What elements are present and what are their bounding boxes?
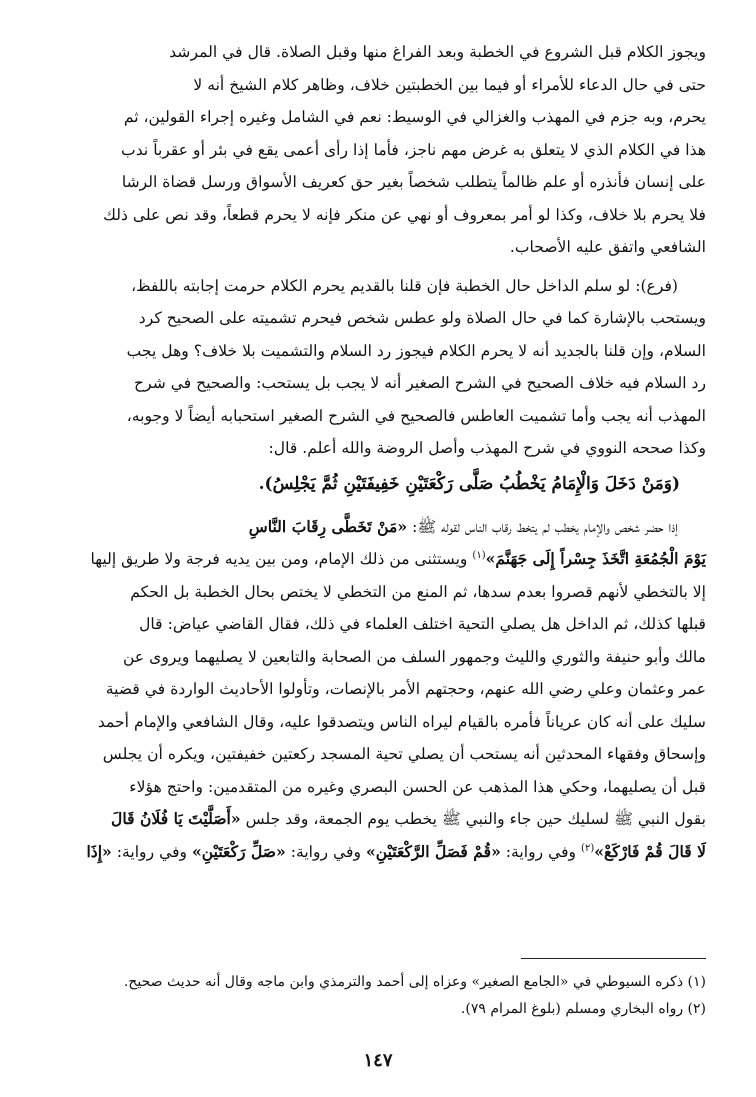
text-line: إلا بالتخطي لأنهم قصروا بعدم سدها، ثم المنع من التخطي لا يختص بحال الخطبة بل الحكم bbox=[130, 582, 706, 601]
footnotes bbox=[46, 958, 706, 1023]
hadith-quote: «مَنْ تَخَطَّى رِقَابَ النَّاسِ bbox=[248, 516, 408, 536]
page-body bbox=[46, 36, 706, 868]
text-line: عمر وعثمان وعلي رضي الله عنهم، وحجتهم الأمر بالإنصات، وتأولوا الأحاديث الواردة في قضية bbox=[105, 680, 706, 698]
text-line: الشافعي واتفق عليه الأصحاب. bbox=[509, 238, 706, 256]
line-text: وفي رواية: bbox=[285, 842, 366, 861]
text-line: حتى في حال الدعاء للأمراء أو فيما بين الخطبتين خلاف، وظاهر كلام الشيخ أنه لا bbox=[193, 75, 706, 94]
text-line: وإسحاق وفقهاء المحدثين أنه يستحب أن يصلي تحية المسجد ركعتين خفيفتين، ويكره أن يجلس bbox=[102, 745, 706, 763]
paragraph-commentary bbox=[46, 511, 706, 869]
text-line: السلام، وإن قلنا بالجديد أنه لا يحرم الكلام فيجوز رد السلام والتشميت بلا خلاف؟ وهل يجب bbox=[126, 341, 706, 360]
text-line bbox=[46, 511, 706, 544]
footnote: (٢) رواه البخاري ومسلم (بلوغ المرام ٧٩). bbox=[460, 1001, 706, 1017]
footnote: (١) ذكره السيوطي في «الجامع الصغير» وعزاه إلى أحمد والترمذي وابن ماجه وقال أنه حديث صحيح. bbox=[123, 974, 706, 990]
paragraph-1 bbox=[46, 36, 706, 264]
line-text: إذا حضر شخص والإمام يخطب لم يتخط رقاب الناس لقوله ﷺ: bbox=[407, 517, 678, 536]
text-line bbox=[46, 543, 706, 576]
hadith-quote: «قُمْ فَصَلِّ الرَّكْعَتَيْنِ» bbox=[365, 841, 501, 861]
paragraph-far bbox=[46, 270, 706, 465]
text-line: على إنسان فأنذره أو علم ظالماً يتطلب شخصاً بغير حق كعريف الأسواق ورسل قضاة الرشا bbox=[121, 173, 706, 191]
hadith-quote: لَا قَالَ قُمْ فَارْكَعْ» bbox=[594, 841, 706, 861]
text-line: مالك وأبو حنيفة والثوري والليث وجمهور السلف من الصحابة والتابعين لا يصليهما ويروى عن bbox=[123, 647, 706, 666]
text-line: ويستحب بالإشارة كما في حال الصلاة ولو عطس شخص فيحرم تشميته على الصحيح كرد bbox=[138, 309, 706, 327]
text-line: يحرم، وبه جزم في المهذب والغزالي في الوسيط: نعم في الشامل وغيره إجراء القولين، ثم bbox=[123, 108, 706, 126]
line-text: ويستثنى من ذلك الإمام، ومن بين يديه فرجة ولا طريق إليها bbox=[90, 550, 473, 568]
footnote-ref: (١) bbox=[472, 549, 486, 561]
hadith-quote: «صَلِّ رَكْعَتَيْنِ» bbox=[192, 841, 286, 861]
hadith-quote: «إِذَا bbox=[86, 841, 112, 861]
hadith-quote: يَوْمَ الْجُمُعَةِ اتَّخَذَ جِسْراً إِلَى جَهَنَّمَ» bbox=[485, 549, 706, 568]
text-line: فلا يحرم بلا خلاف، وكذا لو أمر بمعروف أو نهي عن منكر فإنه لا يحرم قطعاً، وقد نص على ذلك bbox=[103, 205, 706, 224]
line-text: بقول النبي ﷺ لسليك حين جاء والنبي ﷺ يخطب يوم الجمعة، وقد جلس bbox=[240, 810, 706, 828]
text-line bbox=[46, 803, 706, 836]
text-line bbox=[46, 836, 706, 869]
page-number: ١٤٧ bbox=[363, 1050, 393, 1071]
text-line: وكذا صححه النووي في شرح المهذب وأصل الروضة والله أعلم. قال: bbox=[268, 439, 706, 457]
text-line: قبلها كذلك، ثم الداخل هل يصلي التحية اختلف العلماء في ذلك، فقال القاضي عياض: قال bbox=[139, 615, 706, 633]
line-text: وفي رواية: bbox=[500, 842, 582, 861]
text-line: سليك على أنه كان عرياناً فأمره بالقيام ليراه الناس ويتصدقوا عليه، وقال الشافعي والإمام أحمد bbox=[97, 712, 706, 731]
text-line: هذا في الكلام الذي لا يتعلق به غرض مهم ناجز، فأما إذا رأى أعمى يقع في بئر أو عقرباً ندب bbox=[121, 140, 706, 159]
footnote-divider bbox=[521, 958, 706, 959]
text-line: (فرع): لو سلم الداخل حال الخطبة فإن قلنا بالقديم يحرم الكلام حرمت إجابته باللفظ، bbox=[131, 276, 678, 295]
hadith-quote: «أَصَلَّيْتَ يَا فُلَانُ قَالَ bbox=[111, 809, 241, 828]
matn-quote: (وَمَنْ دَخَلَ وَالْإِمَامُ يَخْطُبُ صَلَّى رَكْعَتَيْنِ خَفِيفَتَيْنِ ثُمَّ يَجْلِسُ). bbox=[258, 473, 680, 494]
text-line: رد السلام فيه خلاف الصحيح في الشرح الصغير أنه لا يجب بل يستحب: والصحيح في شرح bbox=[134, 374, 706, 392]
line-text: وفي رواية: bbox=[111, 842, 193, 861]
footnote-ref: (٢) bbox=[581, 842, 595, 854]
text-line: قبل أن يصليهما، وحكي هذا المذهب عن الحسن البصري وغيره من المتقدمين: واحتج هؤلاء bbox=[129, 777, 706, 796]
text-line: ويجوز الكلام قبل الشروع في الخطبة وبعد الفراغ منها وقبل الصلاة. قال في المرشد bbox=[169, 43, 706, 61]
text-line: المهذب أنه يجب وأما تشميت العاطس فالصحيح في الشرح الصغير استحبابه أيضاً لا وجوبه، bbox=[126, 406, 706, 425]
